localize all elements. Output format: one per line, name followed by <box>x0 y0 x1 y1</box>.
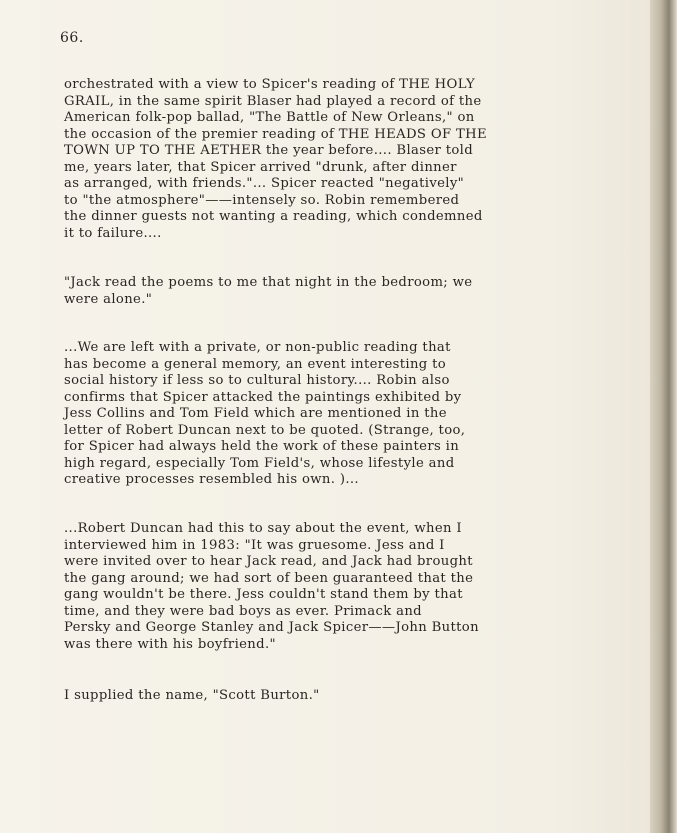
text-line: interviewed him in 1983: "It was gruesome. Jess and I <box>64 537 445 553</box>
text-line: the occasion of the premier reading of THE HEADS OF THE <box>64 126 488 142</box>
book-gutter <box>650 0 677 833</box>
text-line: as arranged, with friends."... Spicer reacted "negatively" <box>64 176 465 191</box>
text-line: the dinner guests not wanting a reading, which condemned <box>64 209 483 224</box>
text-line: TOWN UP TO THE AETHER the year before.... Blaser told <box>64 143 474 158</box>
text-line: I supplied the name, "Scott Burton." <box>64 688 320 703</box>
text-line: were invited over to hear Jack read, and Jack had brought <box>64 554 473 569</box>
text-line: gang wouldn't be there. Jess couldn't stand them by that <box>64 587 463 602</box>
paragraph-1 <box>64 77 564 242</box>
text-line: for Spicer had always held the work of these painters in <box>64 439 460 454</box>
paragraph-5 <box>64 688 564 705</box>
paragraph-2-quote <box>64 275 564 308</box>
paragraph-3 <box>64 340 564 489</box>
text-line: me, years later, that Spicer arrived "drunk, after dinner <box>64 159 457 175</box>
text-line: Jess Collins and Tom Field which are mentioned in the <box>64 406 447 421</box>
text-line: high regard, especially Tom Field's, whose lifestyle and <box>64 455 455 471</box>
text-line: time, and they were bad boys as ever. Primack and <box>64 603 422 619</box>
text-line: were alone." <box>64 291 153 307</box>
paragraph-4 <box>64 521 564 653</box>
text-line: was there with his boyfriend." <box>64 636 276 652</box>
text-line: creative processes resembled his own. )... <box>64 472 359 487</box>
text-line: letter of Robert Duncan next to be quoted. (Strange, too, <box>64 422 466 438</box>
text-line: ...We are left with a private, or non-public reading that <box>64 340 451 355</box>
text-line: "Jack read the poems to me that night in the bedroom; we <box>64 275 473 290</box>
text-line: GRAIL, in the same spirit Blaser had played a record of the <box>64 93 482 109</box>
text-line: to "the atmosphere"——intensely so. Robin remembered <box>64 192 460 208</box>
text-line: confirms that Spicer attacked the paintings exhibited by <box>64 389 462 405</box>
text-line: has become a general memory, an event interesting to <box>64 356 447 372</box>
text-line: social history if less so to cultural history.... Robin also <box>64 373 450 388</box>
text-line: ...Robert Duncan had this to say about the event, when I <box>64 521 462 536</box>
text-line: it to failure.... <box>64 225 162 241</box>
text-line: American folk-pop ballad, "The Battle of New Orleans," on <box>64 110 475 125</box>
page-number: 66. <box>60 30 84 46</box>
text-line: the gang around; we had sort of been guaranteed that the <box>64 570 474 586</box>
text-line: orchestrated with a view to Spicer's reading of THE HOLY <box>64 77 476 92</box>
text-line: Persky and George Stanley and Jack Spicer——John Button <box>64 620 479 635</box>
